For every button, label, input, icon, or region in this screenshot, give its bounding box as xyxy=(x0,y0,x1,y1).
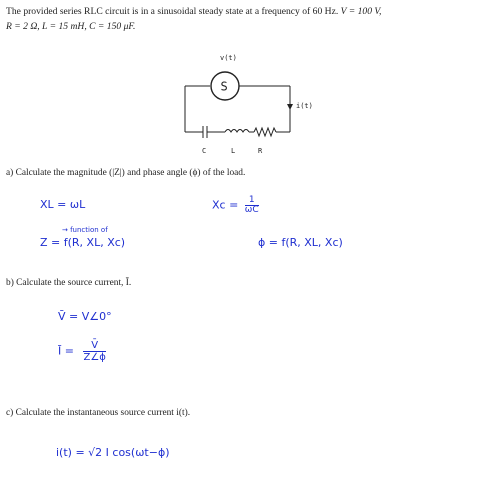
source-label: v(t) xyxy=(220,54,237,62)
hw-xc-left: Xc = xyxy=(212,198,239,212)
hw-v: V̄ = V∠0° xyxy=(58,310,112,323)
hw-xc xyxy=(212,196,259,215)
hw-xc-den: ωC xyxy=(244,205,259,215)
hw-i xyxy=(58,340,106,363)
rlc-circuit-diagram xyxy=(150,48,320,166)
resistor-symbol xyxy=(254,128,276,136)
question-a: a) Calculate the magnitude (|Z|) and phase angle (ϕ) of the load. xyxy=(6,168,246,178)
hw-z: Z = f(R, XL, Xc) xyxy=(40,236,126,249)
resistor-label: R xyxy=(258,147,263,155)
intro-line1: The provided series RLC circuit is in a sinusoidal steady state at a frequency of 60 Hz. xyxy=(6,6,339,17)
source-symbol-text: S xyxy=(220,79,228,94)
hw-phi: ϕ = f(R, XL, Xc) xyxy=(258,236,343,249)
problem-statement xyxy=(6,4,480,34)
inductor-label: L xyxy=(231,147,236,155)
hw-xl: XL = ωL xyxy=(40,198,86,211)
hw-i-fraction xyxy=(83,340,105,363)
hw-i-num: V̄ xyxy=(83,340,105,352)
current-label: i(t) xyxy=(296,102,313,110)
hw-it: i(t) = √2 I cos(ωt−ϕ) xyxy=(56,446,170,459)
hw-i-left: Ī = xyxy=(58,344,74,358)
intro-voltage: V = 100 V, xyxy=(340,6,382,17)
hw-xc-num: 1 xyxy=(245,196,259,206)
intro-line2: R = 2 Ω, L = 15 mH, C = 150 μF. xyxy=(6,21,136,32)
current-arrow xyxy=(287,98,293,110)
inductor-symbol xyxy=(225,130,249,133)
question-c: c) Calculate the instantaneous source current i(t). xyxy=(6,408,191,418)
voltage-source-symbol xyxy=(211,72,239,100)
hw-i-den: Z∠ϕ xyxy=(83,352,106,363)
capacitor-label: C xyxy=(202,147,207,155)
question-b: b) Calculate the source current, Ī. xyxy=(6,278,132,288)
hw-xc-fraction xyxy=(245,196,259,215)
capacitor-symbol xyxy=(203,126,207,138)
hw-function-note: → function of xyxy=(62,226,108,234)
